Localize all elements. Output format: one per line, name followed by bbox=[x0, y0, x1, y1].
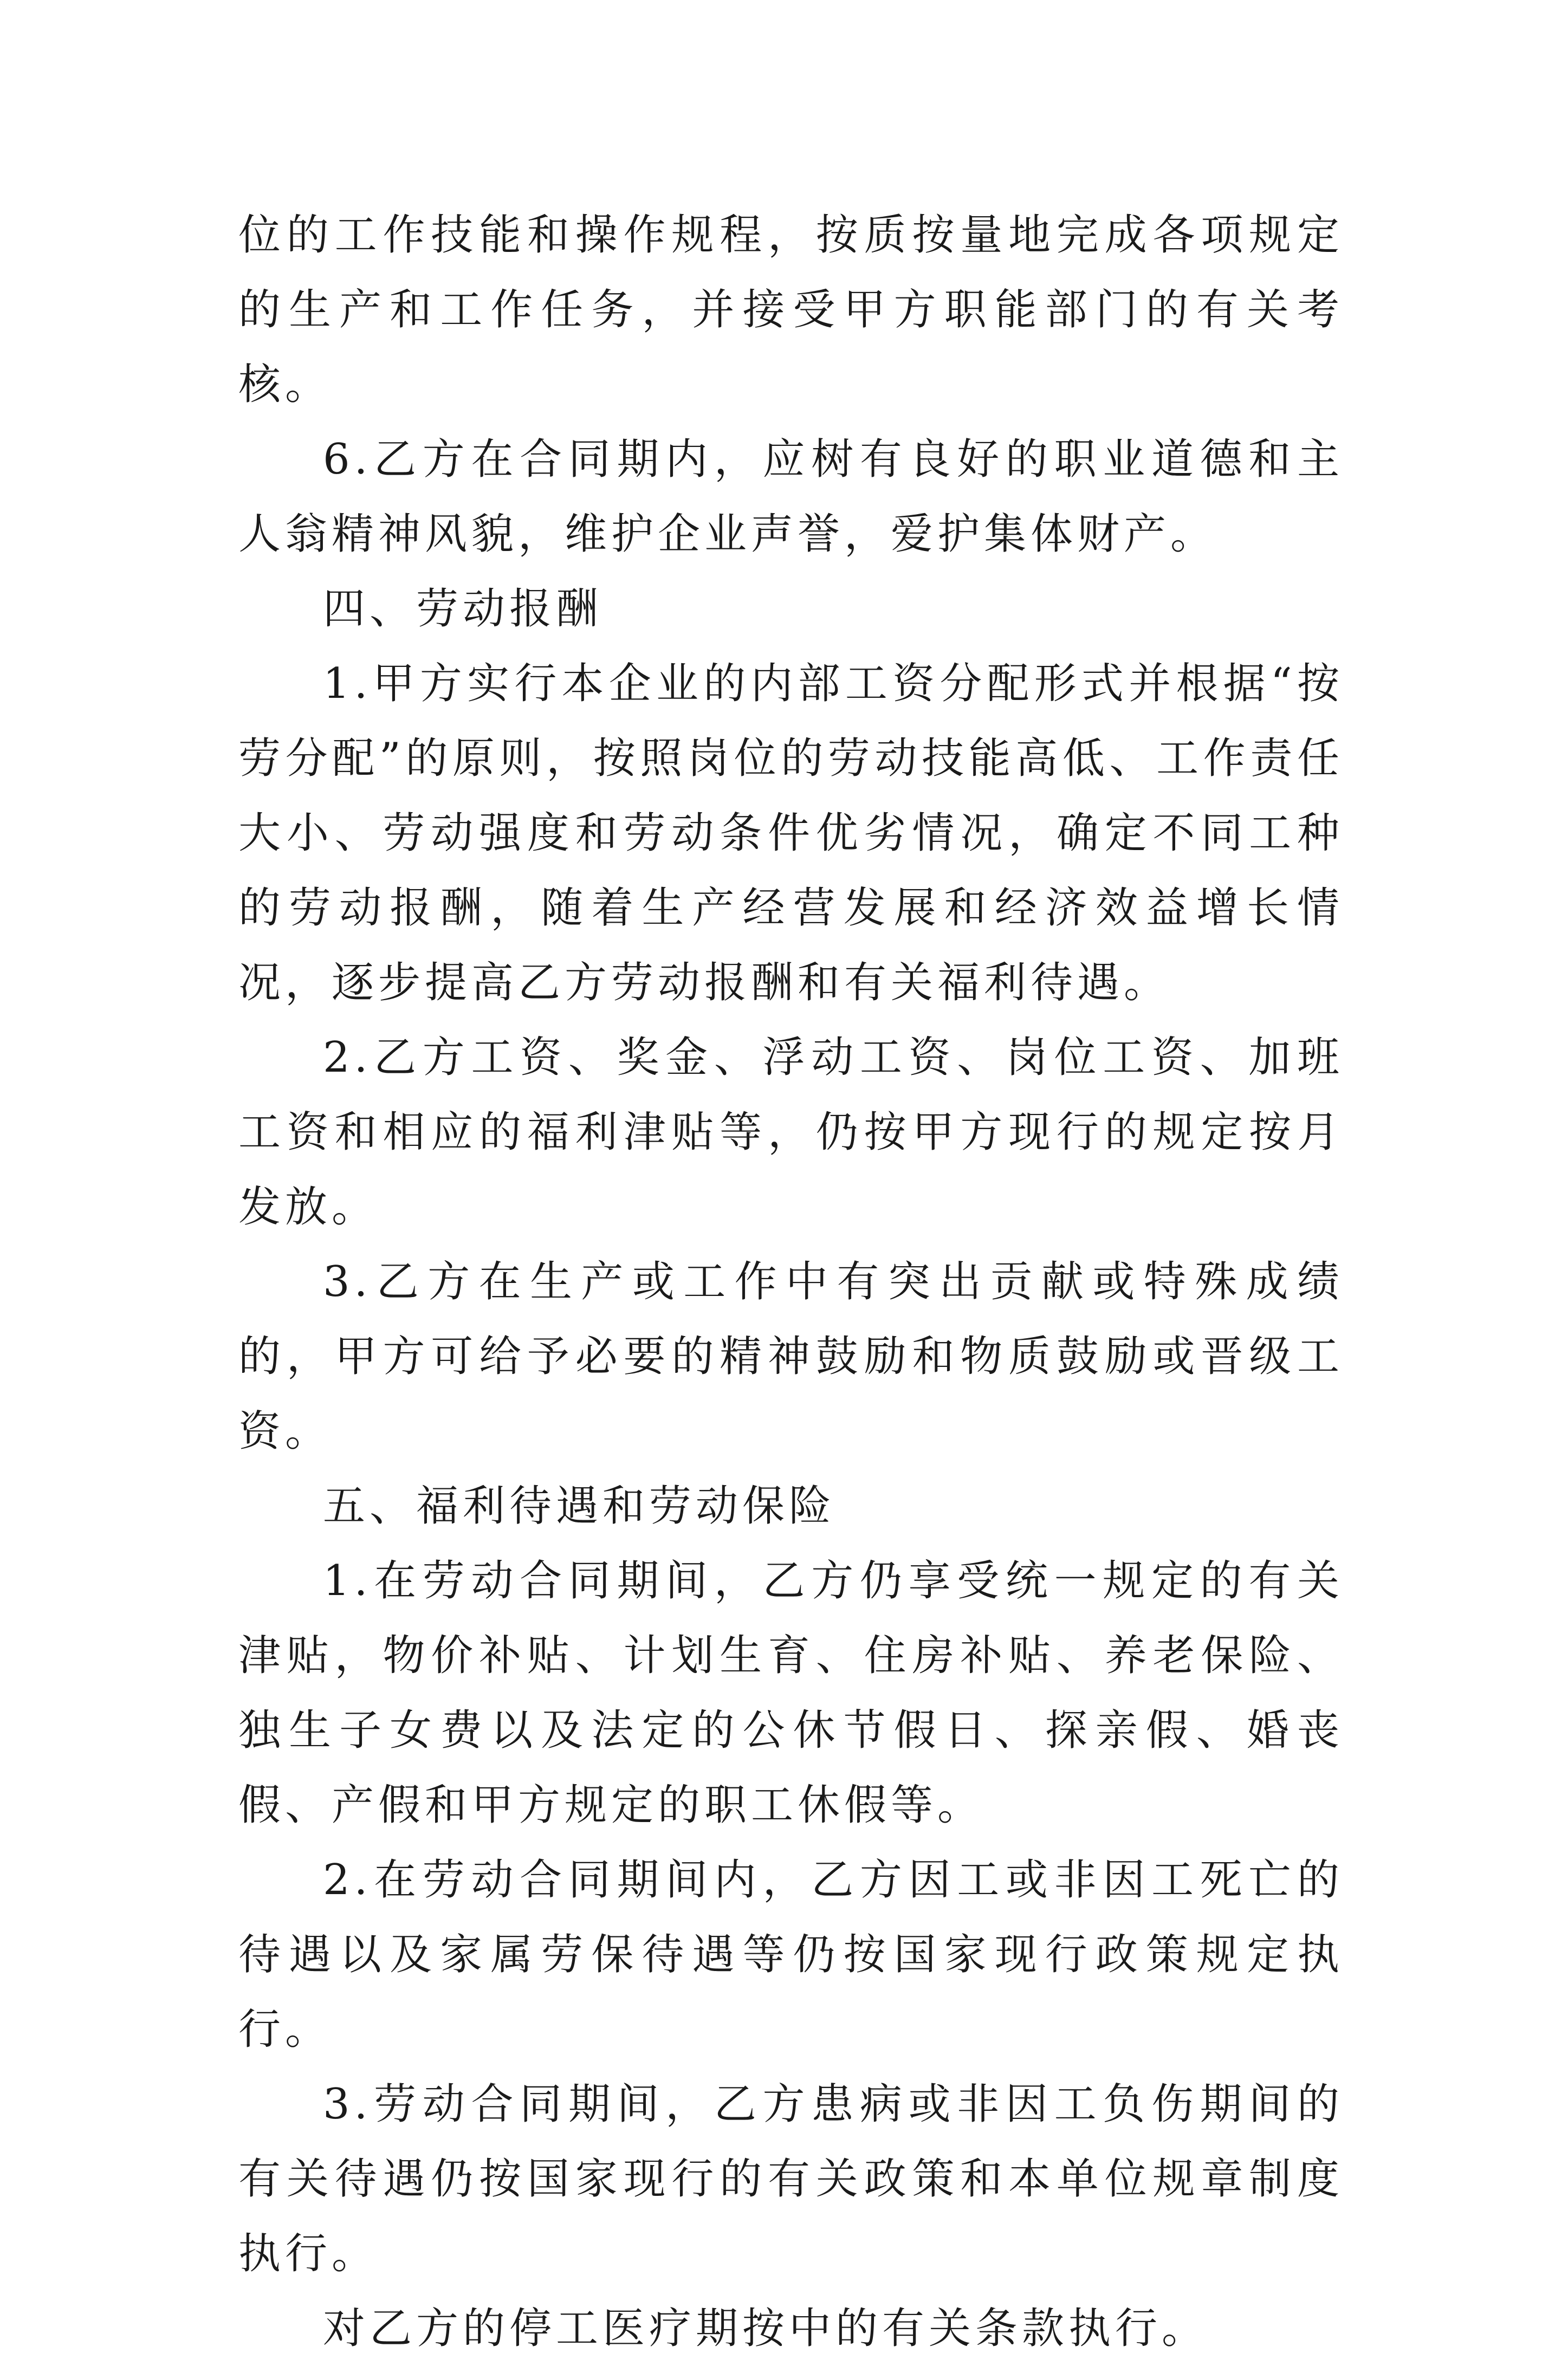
section-heading-labor-remuneration: 四、劳动报酬 bbox=[323, 585, 603, 633]
paragraph-welfare-2: 2.在劳动合同期间内，乙方因工或非因工死亡的待遇以及家属劳保待遇等仍按国家现行政策规定执行。 bbox=[238, 1856, 1344, 2054]
paragraph-remuneration-2: 2.乙方工资、奖金、浮动工资、岗位工资、加班工资和相应的福利津贴等，仍按甲方现行的规定按月发放。 bbox=[238, 1033, 1344, 1231]
paragraph-medical-leave: 对乙方的停工医疗期按中的有关条款执行。 bbox=[323, 2304, 1209, 2353]
section-heading-welfare-insurance: 五、福利待遇和劳动保险 bbox=[323, 1482, 836, 1531]
paragraph-clause-6: 6.乙方在合同期内，应树有良好的职业道德和主人翁精神风貌，维护企业声誉，爱护集体财产。 bbox=[238, 435, 1344, 559]
paragraph-job-skills: 位的工作技能和操作规程，按质按量地完成各项规定的生产和工作任务，并接受甲方职能部门的有关考核。 bbox=[238, 211, 1344, 409]
paragraph-welfare-3: 3.劳动合同期间，乙方患病或非因工负伤期间的有关待遇仍按国家现行的有关政策和本单位规章制度执行。 bbox=[238, 2080, 1344, 2278]
paragraph-remuneration-3: 3.乙方在生产或工作中有突出贡献或特殊成绩的，甲方可给予必要的精神鼓励和物质鼓励或晋级工资。 bbox=[238, 1257, 1344, 1456]
paragraph-remuneration-1: 1.甲方实行本企业的内部工资分配形式并根据“按劳分配”的原则，按照岗位的劳动技能高低、工作责任大小、劳动强度和劳动条件优劣情况，确定不同工种的劳动报酬，随着生产经营发展和经济效益增长情况，逐步提高乙方劳动报酬和有关福利待遇。 bbox=[238, 659, 1344, 1007]
document-body bbox=[238, 198, 1344, 2366]
paragraph-welfare-1: 1.在劳动合同期间，乙方仍享受统一规定的有关津贴，物价补贴、计划生育、住房补贴、养老保险、独生子女费以及法定的公休节假日、探亲假、婚丧假、产假和甲方规定的职工休假等。 bbox=[238, 1557, 1344, 1830]
